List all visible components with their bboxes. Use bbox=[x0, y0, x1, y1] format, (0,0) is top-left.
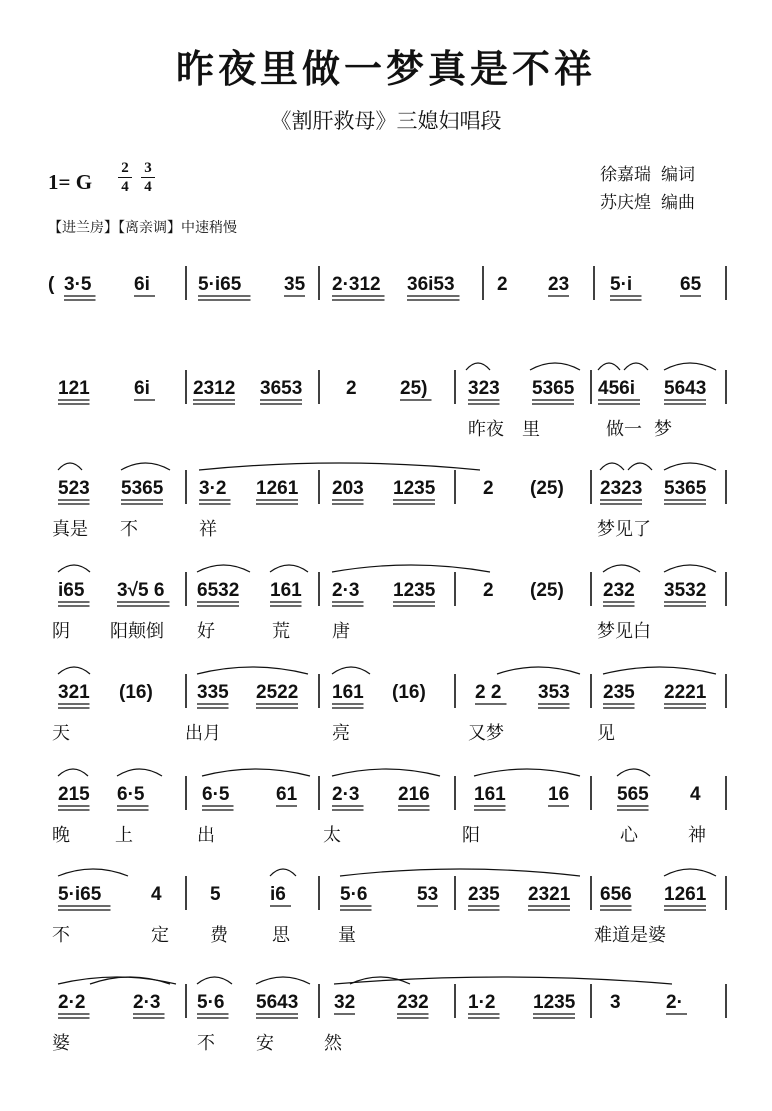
slur-arc bbox=[332, 667, 370, 674]
credit-name: 苏庆煌 bbox=[600, 193, 651, 213]
slur-arc bbox=[530, 363, 580, 370]
slur-arc bbox=[617, 769, 650, 776]
slur-arc bbox=[466, 363, 490, 370]
slur-arc bbox=[664, 463, 716, 470]
note-group: 5·i65 bbox=[198, 274, 242, 295]
slur-arc bbox=[270, 869, 296, 876]
tempo-marking: 【进兰房】【离亲调】中速稍慢 bbox=[48, 220, 237, 236]
lyric: 亮 bbox=[332, 723, 350, 744]
note-group: 161 bbox=[474, 784, 506, 805]
note-group: 232 bbox=[603, 580, 635, 601]
note-group: 23 bbox=[548, 274, 570, 295]
note-group: 61 bbox=[276, 784, 298, 805]
lyric: 难道是婆 bbox=[594, 925, 666, 946]
note-group: 656 bbox=[600, 884, 632, 905]
note-group: 203 bbox=[332, 478, 364, 499]
meter-bottom: 4 bbox=[121, 179, 129, 195]
note-group: 2· bbox=[666, 992, 683, 1013]
lyric: 真是 bbox=[52, 519, 88, 540]
credit-role: 编曲 bbox=[661, 193, 695, 213]
slur-arc bbox=[628, 463, 652, 470]
lyric: 做一 bbox=[606, 419, 642, 440]
note-group: 456i bbox=[598, 378, 635, 399]
slur-arc bbox=[340, 869, 580, 876]
note-group: 161 bbox=[332, 682, 364, 703]
note-group: 5643 bbox=[256, 992, 299, 1013]
key-signature: 1= G bbox=[48, 170, 93, 194]
lyric: 量 bbox=[338, 925, 356, 946]
lyric: 神 bbox=[688, 825, 706, 846]
note-group: 65 bbox=[680, 274, 702, 295]
note-group: 565 bbox=[617, 784, 649, 805]
note-group: 4 bbox=[151, 884, 162, 905]
slur-arc bbox=[117, 769, 162, 776]
note-group: 5·6 bbox=[340, 884, 368, 905]
note-group: 5·6 bbox=[197, 992, 225, 1013]
note-group: 5·i65 bbox=[58, 884, 102, 905]
lyric: 里 bbox=[522, 419, 540, 440]
lyric: 梦 bbox=[654, 419, 672, 440]
lyric: 然 bbox=[324, 1033, 342, 1054]
slur-arc bbox=[197, 977, 232, 984]
song-subtitle: 《割肝救母》三媳妇唱段 bbox=[270, 109, 502, 133]
note-group: 161 bbox=[270, 580, 302, 601]
note-group: 3√5 6 bbox=[117, 580, 165, 601]
note-group: 235 bbox=[468, 884, 500, 905]
lyric: 见 bbox=[597, 723, 615, 744]
slur-arc bbox=[58, 769, 88, 776]
note-group: 321 bbox=[58, 682, 90, 703]
lyric: 定 bbox=[151, 925, 169, 946]
note-group: 3·5 bbox=[64, 274, 92, 295]
note-group: 216 bbox=[398, 784, 430, 805]
slur-arc bbox=[199, 463, 480, 470]
lyric: 不 bbox=[52, 925, 70, 946]
slur-arc bbox=[197, 565, 250, 572]
slur-arc bbox=[624, 363, 648, 370]
credit-name: 徐嘉瑞 bbox=[600, 165, 651, 185]
note-group: 16 bbox=[548, 784, 570, 805]
slur-arc bbox=[664, 565, 716, 572]
song-title: 昨夜里做一梦真是不祥 bbox=[175, 47, 596, 91]
slur-arc bbox=[270, 565, 308, 572]
note-group: 5365 bbox=[664, 478, 707, 499]
lyric: 阴 bbox=[52, 621, 70, 642]
note-group: 6·5 bbox=[117, 784, 145, 805]
slur-arc bbox=[332, 769, 440, 776]
note-group: 2221 bbox=[664, 682, 707, 703]
note-group: 3653 bbox=[260, 378, 303, 399]
slur-arc bbox=[474, 769, 580, 776]
note-group: 5365 bbox=[121, 478, 164, 499]
slur-arc bbox=[334, 977, 672, 984]
note-group: 1235 bbox=[393, 580, 436, 601]
lyric: 安 bbox=[256, 1033, 274, 1054]
note-group: 4 bbox=[690, 784, 701, 805]
note-group: i6 bbox=[270, 884, 286, 905]
note-group: (25) bbox=[530, 580, 564, 601]
note-group: 2312 bbox=[193, 378, 236, 399]
lyric: 梦见了 bbox=[597, 519, 651, 540]
slur-arc bbox=[121, 463, 170, 470]
lyric: 出月 bbox=[185, 723, 221, 744]
meter-top: 3 bbox=[144, 160, 152, 176]
note-group: (25) bbox=[530, 478, 564, 499]
note-group: ( bbox=[48, 274, 55, 295]
note-group: 25) bbox=[400, 378, 428, 399]
note-group: 2·3 bbox=[332, 580, 360, 601]
lyric: 费 bbox=[210, 925, 228, 946]
note-group: 2·2 bbox=[58, 992, 86, 1013]
note-group: i65 bbox=[58, 580, 85, 601]
note-group: 1261 bbox=[664, 884, 707, 905]
note-group: 2323 bbox=[600, 478, 643, 499]
slur-arc bbox=[58, 463, 82, 470]
note-group: 1235 bbox=[533, 992, 576, 1013]
lyric: 昨夜 bbox=[468, 419, 504, 440]
note-group: 53 bbox=[417, 884, 439, 905]
note-group: 323 bbox=[468, 378, 500, 399]
slur-arc bbox=[332, 565, 490, 572]
note-group: 3532 bbox=[664, 580, 707, 601]
note-group: 523 bbox=[58, 478, 90, 499]
slur-arc bbox=[603, 667, 716, 674]
note-group: 2 bbox=[497, 274, 508, 295]
slur-arc bbox=[58, 667, 90, 674]
lyric: 不 bbox=[120, 519, 138, 540]
lyric: 晚 bbox=[52, 825, 70, 846]
lyric: 好 bbox=[197, 621, 215, 642]
note-group: 32 bbox=[334, 992, 356, 1013]
note-group: 2·3 bbox=[133, 992, 161, 1013]
lyric: 心 bbox=[620, 825, 638, 846]
note-group: 5·i bbox=[610, 274, 633, 295]
lyric: 阳 bbox=[462, 825, 480, 846]
note-group: 5 bbox=[210, 884, 221, 905]
lyric: 阳颠倒 bbox=[110, 621, 164, 642]
note-group: 35 bbox=[284, 274, 306, 295]
note-group: 2·3 bbox=[332, 784, 360, 805]
note-group: 6532 bbox=[197, 580, 240, 601]
lyric: 梦见白 bbox=[597, 621, 651, 642]
note-group: 2 2 bbox=[475, 682, 502, 703]
slur-arc bbox=[202, 769, 310, 776]
lyric: 不 bbox=[197, 1033, 215, 1054]
lyric: 出 bbox=[197, 825, 215, 846]
slur-arc bbox=[58, 869, 128, 876]
slur-arc bbox=[600, 463, 624, 470]
note-group: (16) bbox=[119, 682, 153, 703]
note-group: 1261 bbox=[256, 478, 299, 499]
lyric: 上 bbox=[115, 825, 133, 846]
note-group: 2·312 bbox=[332, 274, 381, 295]
lyric: 荒 bbox=[272, 621, 290, 642]
meter-bottom: 4 bbox=[144, 179, 152, 195]
lyric: 太 bbox=[323, 825, 341, 846]
slur-arc bbox=[603, 565, 640, 572]
slur-arc bbox=[598, 363, 620, 370]
note-group: 2321 bbox=[528, 884, 571, 905]
note-group: 232 bbox=[397, 992, 429, 1013]
lyric: 唐 bbox=[332, 621, 350, 642]
lyric: 祥 bbox=[199, 519, 217, 540]
slur-arc bbox=[197, 667, 308, 674]
note-group: 6·5 bbox=[202, 784, 230, 805]
meter-top: 2 bbox=[121, 160, 129, 176]
note-group: 6i bbox=[134, 274, 150, 295]
slur-arc bbox=[58, 565, 90, 572]
note-group: 3·2 bbox=[199, 478, 227, 499]
note-group: 3 bbox=[610, 992, 621, 1013]
note-group: 1235 bbox=[393, 478, 436, 499]
note-group: 2522 bbox=[256, 682, 299, 703]
lyric: 天 bbox=[52, 723, 70, 744]
note-group: 235 bbox=[603, 682, 635, 703]
lyric: 婆 bbox=[52, 1033, 70, 1054]
lyric: 又梦 bbox=[468, 723, 504, 744]
slur-arc bbox=[664, 869, 716, 876]
slur-arc bbox=[664, 363, 716, 370]
note-group: (16) bbox=[392, 682, 426, 703]
note-group: 2 bbox=[346, 378, 357, 399]
note-group: 1·2 bbox=[468, 992, 496, 1013]
note-group: 353 bbox=[538, 682, 570, 703]
slur-arc bbox=[256, 977, 310, 984]
note-group: 2 bbox=[483, 580, 494, 601]
note-group: 6i bbox=[134, 378, 150, 399]
slur-arc bbox=[497, 667, 580, 674]
note-group: 215 bbox=[58, 784, 90, 805]
note-group: 121 bbox=[58, 378, 90, 399]
credit-role: 编词 bbox=[661, 165, 695, 185]
note-group: 335 bbox=[197, 682, 229, 703]
note-group: 36i53 bbox=[407, 274, 455, 295]
note-group: 5365 bbox=[532, 378, 575, 399]
note-group: 5643 bbox=[664, 378, 707, 399]
note-group: 2 bbox=[483, 478, 494, 499]
lyric: 思 bbox=[272, 925, 290, 946]
